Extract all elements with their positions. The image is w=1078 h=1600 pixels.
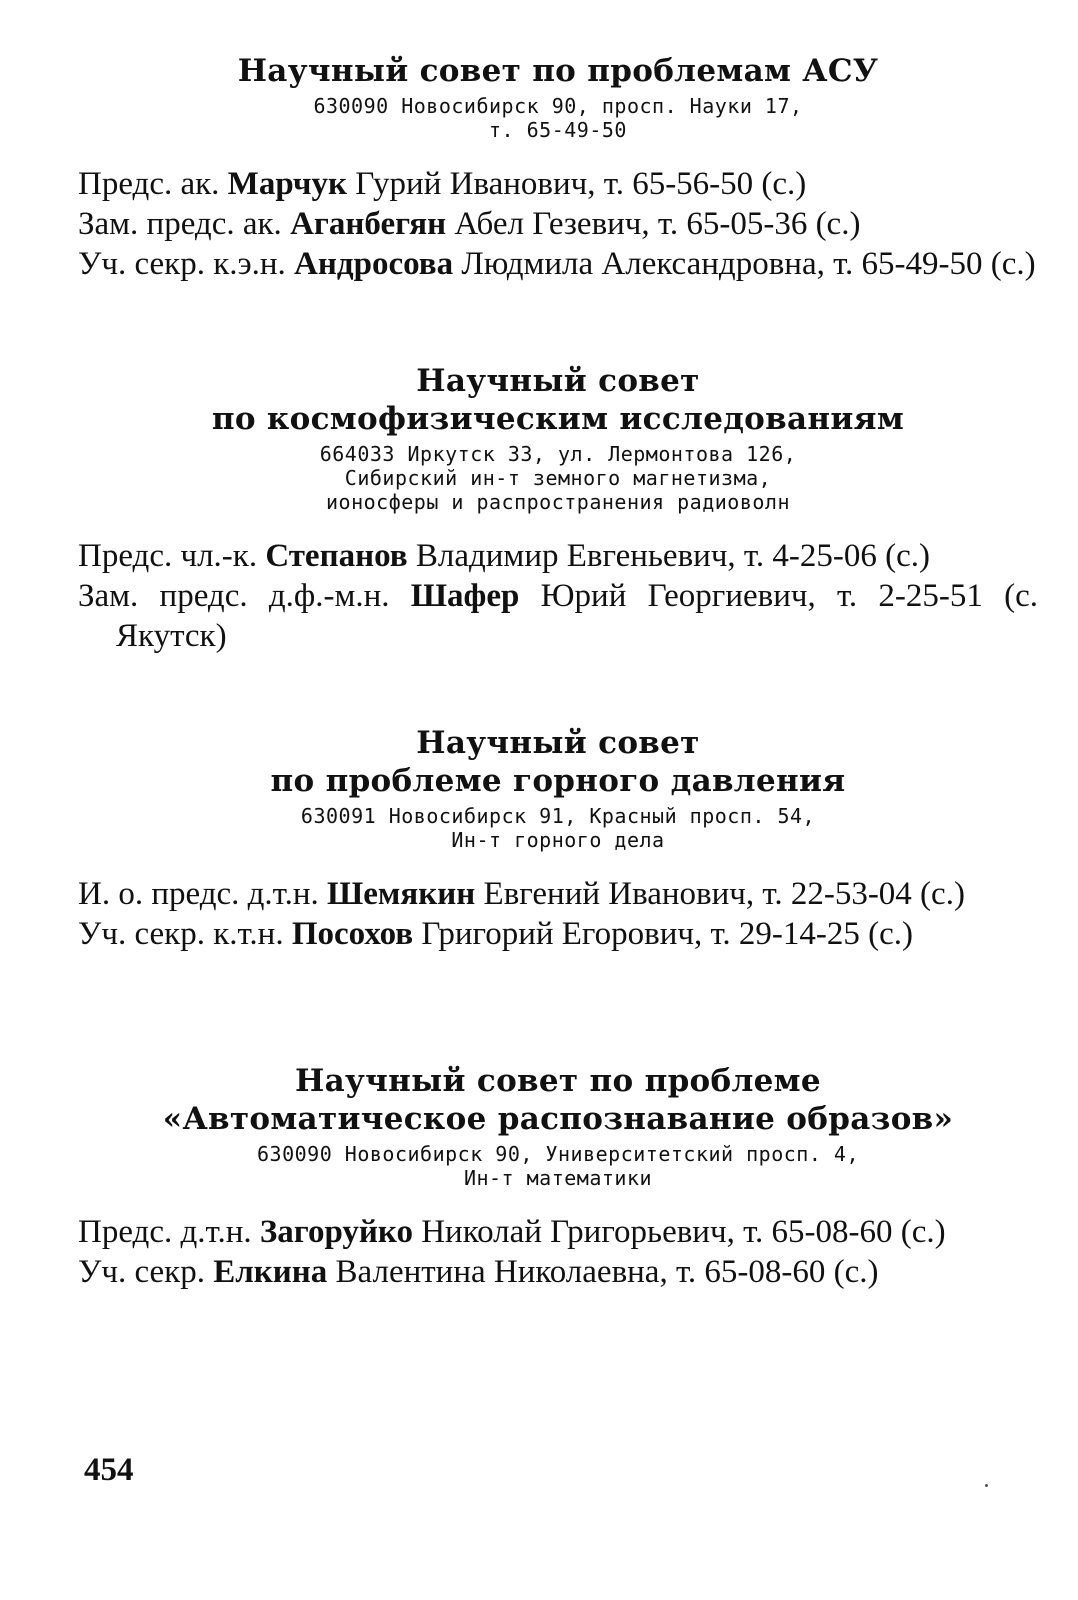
member-details: Григорий Егорович, т. 29-14-25 (с.): [413, 916, 914, 952]
member-details: Евгений Иванович, т. 22-53-04 (с.): [475, 876, 965, 912]
section-title: [78, 1062, 1038, 1138]
member-surname: Посохов: [291, 916, 414, 952]
council-section-asu: [78, 52, 1038, 284]
member-surname: Загоруйко: [259, 1214, 413, 1250]
section-address: [78, 1142, 1038, 1190]
member-entry: [78, 536, 1038, 576]
address-line: Сибирский ин-т земного магнетизма,: [344, 466, 772, 490]
title-line: Научный совет по проблемам АСУ: [237, 53, 879, 89]
member-list: [78, 874, 1038, 954]
member-surname: Шемякин: [327, 876, 476, 912]
member-entry: [78, 1252, 1038, 1292]
section-title: [78, 52, 1038, 90]
member-entry: [78, 164, 1038, 204]
member-entry: [78, 1212, 1038, 1252]
member-surname: Аганбегян: [290, 206, 447, 242]
member-entry: [78, 874, 1038, 914]
address-line: 630090 Новосибирск 90, просп. Науки 17,: [313, 94, 803, 118]
member-title: Предс. д.т.н.: [78, 1214, 260, 1250]
member-title: Зам. предс. д.ф.-м.н.: [78, 578, 411, 614]
member-title: Уч. секр.: [78, 1254, 214, 1290]
council-section-pattern-recognition: [78, 1062, 1038, 1292]
member-entry: [78, 244, 1038, 284]
title-line: по проблеме горного давления: [270, 763, 846, 799]
section-title: [78, 724, 1038, 800]
council-section-rock-pressure: [78, 724, 1038, 954]
member-surname: Шафер: [410, 578, 520, 614]
council-section-cosmophysics: [78, 362, 1038, 656]
section-address: [78, 94, 1038, 142]
address-line: т. 65-49-50: [489, 118, 627, 142]
member-list: [78, 164, 1038, 284]
address-line: Ин-т горного дела: [451, 828, 665, 852]
address-line: ионосферы и распространения радиоволн: [325, 490, 791, 514]
section-title: [78, 362, 1038, 438]
member-title: Зам. предс. ак.: [78, 206, 291, 242]
member-surname: Марчук: [227, 166, 347, 202]
title-line: «Автоматическое распознавание образов»: [162, 1101, 954, 1137]
member-surname: Андросова: [294, 246, 454, 282]
address-line: 664033 Иркутск 33, ул. Лермонтова 126,: [319, 442, 797, 466]
member-entry: [78, 914, 1038, 954]
member-details: Валентина Николаевна, т. 65-08-60 (с.): [327, 1254, 879, 1290]
section-address: [78, 804, 1038, 852]
member-entry: [78, 576, 1038, 656]
member-title: Предс. ак.: [78, 166, 228, 202]
member-details: Юрий Георгиевич, т. 2-25-51 (с. Якутск): [116, 578, 1039, 654]
member-entry: [78, 204, 1038, 244]
member-title: Предс. чл.-к.: [78, 538, 266, 574]
member-details: Людмила Александровна, т. 65-49-50 (с.): [453, 246, 1036, 282]
member-details: Абел Гезевич, т. 65-05-36 (с.): [446, 206, 861, 242]
member-list: [78, 536, 1038, 656]
member-title: Уч. секр. к.т.н.: [78, 916, 292, 952]
member-surname: Елкина: [213, 1254, 328, 1290]
title-line: Научный совет: [416, 725, 700, 761]
member-details: Гурий Иванович, т. 65-56-50 (с.): [346, 166, 807, 202]
address-line: 630090 Новосибирск 90, Университетский просп. 4,: [257, 1142, 859, 1166]
member-details: Николай Григорьевич, т. 65-08-60 (с.): [412, 1214, 946, 1250]
member-details: Владимир Евгеньевич, т. 4-25-06 (с.): [407, 538, 930, 574]
print-speck: [985, 1484, 988, 1487]
address-line: 630091 Новосибирск 91, Красный просп. 54,: [300, 804, 816, 828]
address-line: Ин-т математики: [463, 1166, 653, 1190]
title-line: по космофизическим исследованиям: [211, 401, 905, 437]
page-number: 454: [84, 1452, 134, 1488]
member-surname: Степанов: [265, 538, 408, 574]
title-line: Научный совет: [416, 363, 700, 399]
member-title: Уч. секр. к.э.н.: [78, 246, 295, 282]
member-title: И. о. предс. д.т.н.: [78, 876, 328, 912]
member-list: [78, 1212, 1038, 1292]
section-address: [78, 442, 1038, 514]
title-line: Научный совет по проблеме: [295, 1063, 821, 1099]
